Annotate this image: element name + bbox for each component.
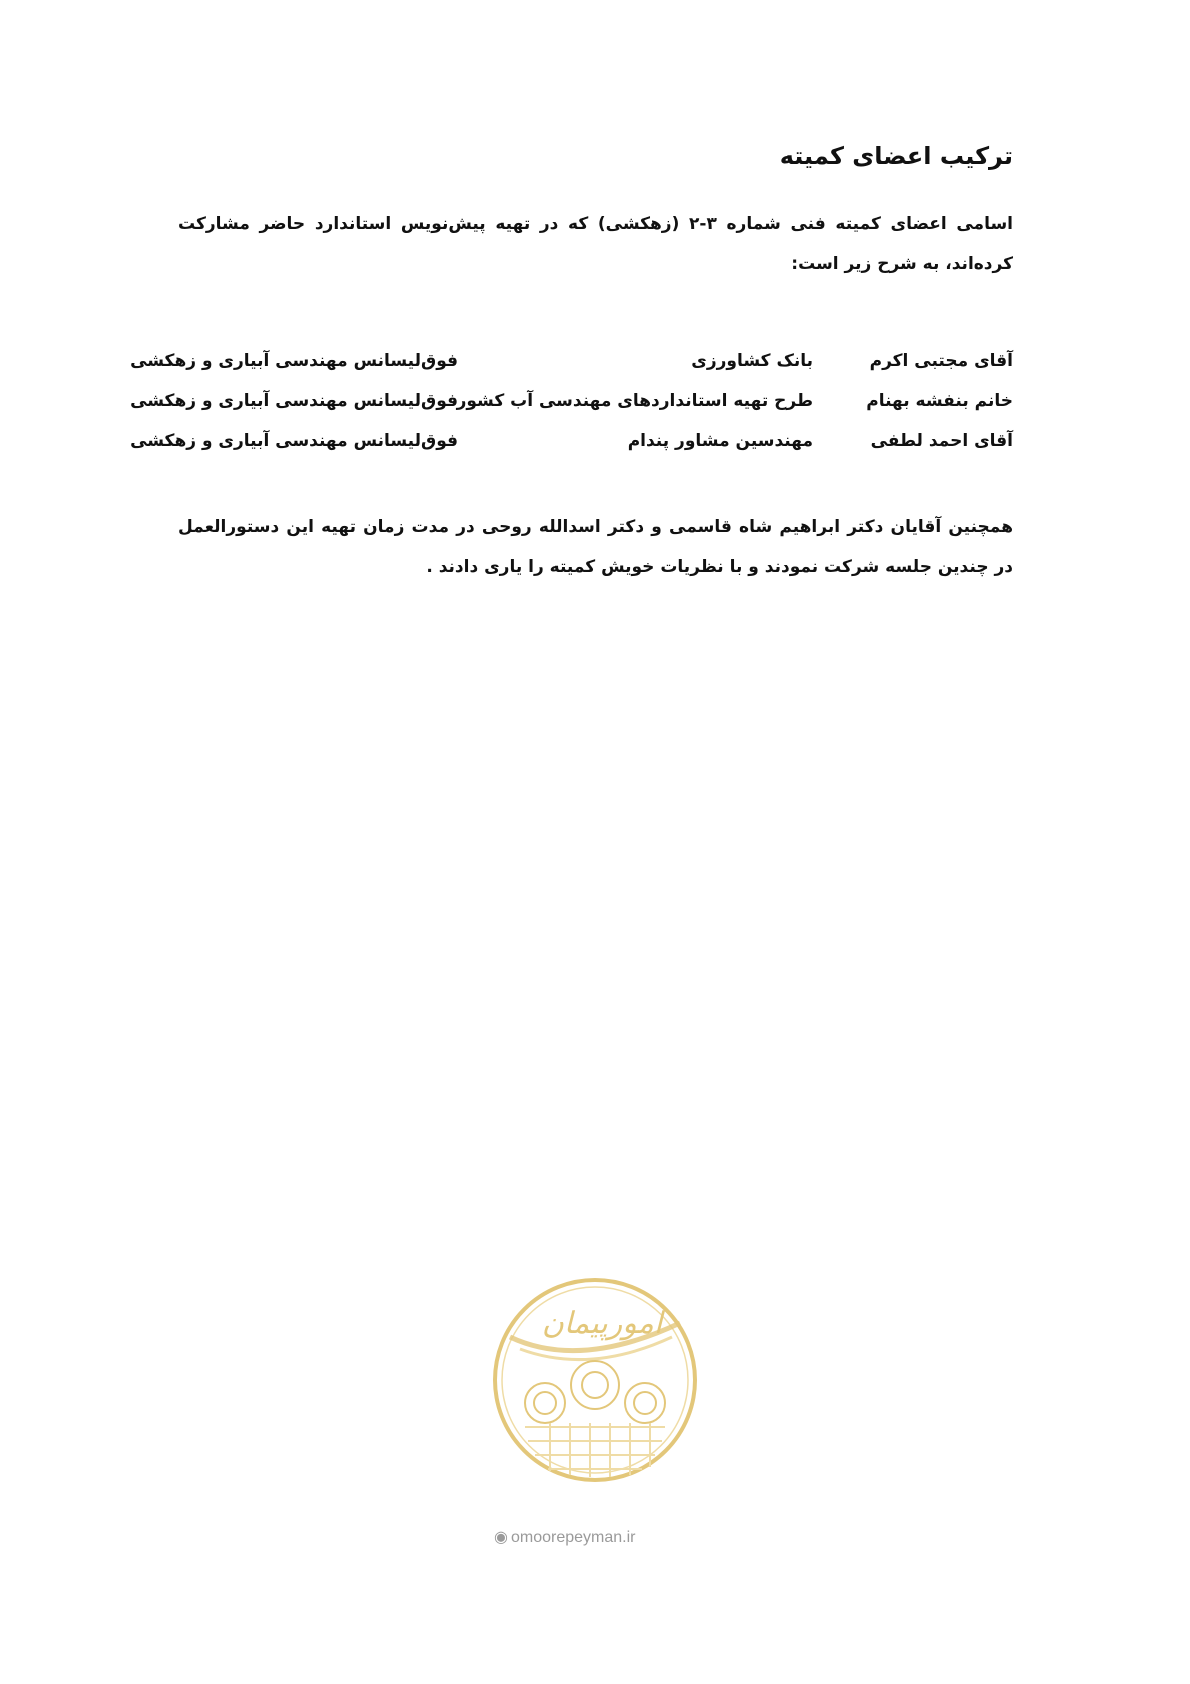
member-name: خانم بنفشه بهنام bbox=[866, 391, 1013, 411]
member-degree: فوق‌لیسانس مهندسی آبیاری و زهکشی bbox=[130, 351, 458, 371]
member-organization: طرح تهیه استانداردهای مهندسی آب کشور bbox=[456, 391, 813, 411]
member-degree: فوق‌لیسانس مهندسی آبیاری و زهکشی bbox=[130, 391, 458, 411]
member-organization: مهندسین مشاور پندام bbox=[627, 431, 813, 451]
intro-paragraph: اسامی اعضای کمیته فنی شماره ۳-۲ (زهکشی) که در تهیه پیش‌نویس استاندارد حاضر مشارکت کرده‌اند، به شرح زیر است: bbox=[178, 214, 1013, 274]
members-list bbox=[130, 341, 1013, 461]
member-row bbox=[130, 421, 1013, 461]
watermark-site bbox=[494, 1527, 635, 1547]
member-name: آقای مجتبی اکرم bbox=[869, 351, 1013, 371]
acknowledgement-paragraph: همچنین آقایان دکتر ابراهیم شاه قاسمی و دکتر اسدالله روحی در مدت زمان تهیه این دستورالعمل در چندین جلسه شرکت نمودند و با نظریات خویش کمیته را یاری دادند . bbox=[178, 517, 1013, 577]
member-degree: فوق‌لیسانس مهندسی آبیاری و زهکشی bbox=[130, 431, 458, 451]
member-row bbox=[130, 381, 1013, 421]
member-organization: بانک کشاورزی bbox=[691, 351, 813, 371]
watermark-logo bbox=[490, 1275, 700, 1485]
page-title: ترکیب اعضای کمیته bbox=[779, 142, 1013, 170]
globe-icon: ◉ bbox=[494, 1529, 508, 1546]
member-name: آقای احمد لطفی bbox=[870, 431, 1013, 451]
watermark-site-text: omoorepeyman.ir bbox=[510, 1529, 636, 1546]
watermark-logo-text: امورپیمان bbox=[541, 1306, 663, 1341]
member-row bbox=[130, 341, 1013, 381]
